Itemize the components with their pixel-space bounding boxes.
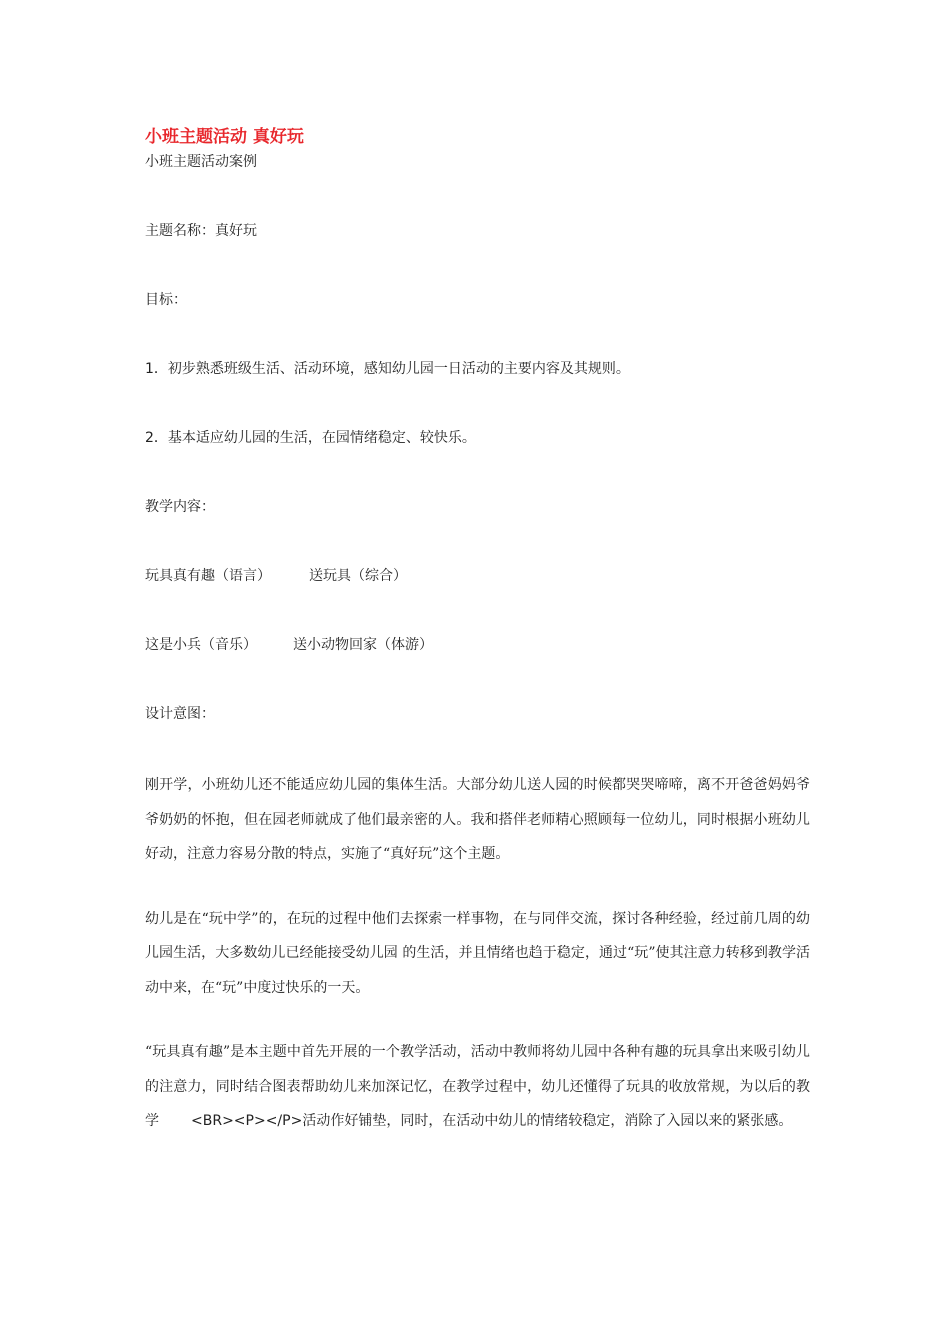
design-paragraph-3: [145, 1035, 810, 1139]
design-label: 设计意图：: [145, 706, 215, 722]
content-label: 教学内容：: [145, 499, 215, 515]
content-row-1: [145, 564, 810, 588]
goal-1-text: ．初步熟悉班级生活、活动环境，感知幼儿园一日活动的主要内容及其规则。: [153, 361, 630, 377]
content-item-language: 玩具真有趣（语言）: [145, 568, 271, 584]
design-paragraph-2: 幼儿是在“玩中学”的，在玩的过程中他们去探索一样事物，在与同伴交流，探讨各种经验，经过前几周的幼儿园生活，大多数幼儿已经能接受幼儿园 的生活，并且情绪也趋于稳定，通过“玩”使其注意力转移到教学活动中来，在“玩”中度过快乐的一天。: [145, 910, 810, 996]
content-item-pe-game: 送小动物回家（体游）: [293, 637, 433, 653]
document-page: [145, 124, 810, 1139]
goal-item-1: [145, 357, 810, 381]
document-title: 小班主题活动 真好玩: [145, 127, 304, 147]
content-item-integrated: 送玩具（综合）: [309, 568, 407, 584]
goal-item-2: [145, 426, 810, 450]
paragraph-3-start: “玩具真有趣”是本主题中首先开展的一个教学活动，活动中教师将幼儿园中各种有趣的玩具拿出来吸引幼儿的注意力，同时结合图表帮助幼儿来加深记忆，在教学过程中，幼儿还懂得了玩具的收放常规，为以后的教学: [145, 1044, 810, 1129]
theme-name: 主题名称：真好玩: [145, 223, 257, 239]
document-subtitle: 小班主题活动案例: [145, 154, 257, 170]
goal-1-number: 1: [145, 361, 154, 377]
goal-2-number: 2: [145, 430, 154, 446]
content-row-2: [145, 633, 810, 657]
goals-label: 目标：: [145, 292, 187, 308]
paragraph-3-html-tags: <BR><P></P>: [191, 1113, 303, 1129]
goal-2-text: ．基本适应幼儿园的生活，在园情绪稳定、较快乐。: [153, 430, 476, 446]
content-item-music: 这是小兵（音乐）: [145, 637, 257, 653]
paragraph-3-end: 活动作好铺垫，同时，在活动中幼儿的情绪较稳定，消除了入园以来的紧张感。: [302, 1113, 793, 1129]
design-paragraph-1: 刚开学，小班幼儿还不能适应幼儿园的集体生活。大部分幼儿送人园的时候都哭哭啼啼，离不开爸爸妈妈爷爷奶奶的怀抱，但在园老师就成了他们最亲密的人。我和搭伴老师精心照顾每一位幼儿，同时根据小班幼儿好动，注意力容易分散的特点，实施了“真好玩”这个主题。: [145, 777, 810, 862]
